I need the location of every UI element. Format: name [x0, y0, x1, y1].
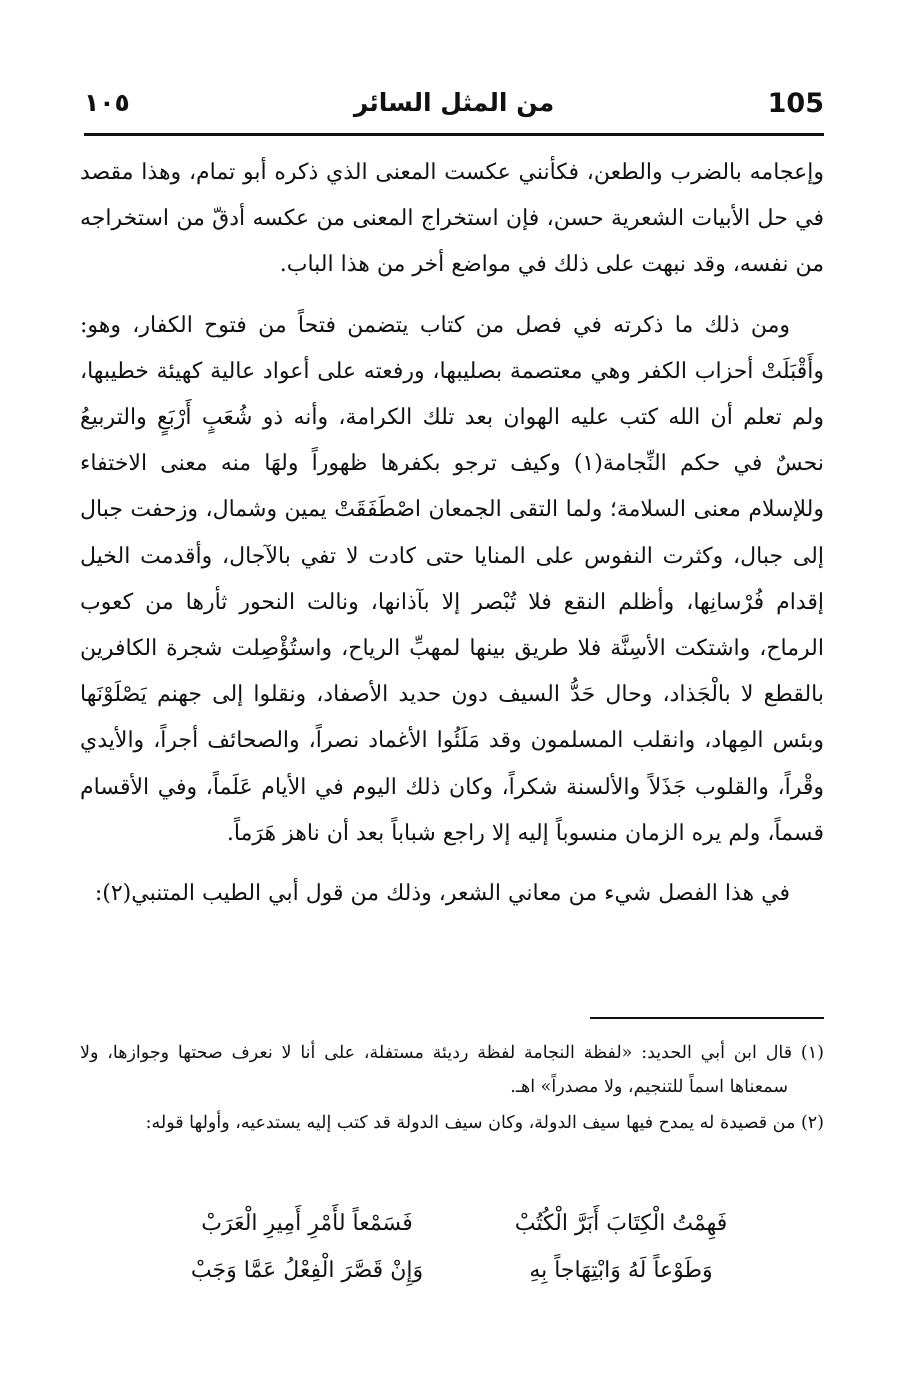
page-header: [84, 86, 824, 130]
paragraph: وإعجامه بالضرب والطعن، فكأنني عكست المعنى الذي ذكره أبو تمام، وهذا مقصد في حل الأبيات الشعرية حسن، فإن استخراج المعنى من عكسه أدقّ من استخراجه من نفسه، وقد نبهت على ذلك في مواضع أخر من هذا الباب.: [80, 160, 824, 278]
paragraph: في هذا الفصل شيء من معاني الشعر، وذلك من قول أبي الطيب المتنبي(٢):: [94, 881, 790, 907]
paragraph: ومن ذلك ما ذكرته في فصل من كتاب يتضمن فتحاً من فتوح الكفار، وهو: وأَقْبَلَتْ أحزاب الكفر وهي معتصمة بصليبها، ورفعته على أعواد عالية كهيئة خطيبها، ولم تعلم أن الله كتب عليه الهوان بعد تلك الكرامة، وأنه ذو شُعَبٍ أَرْبَعٍ والتربيعُ نحسٌ في حكم النِّجامة(١) وكيف ترجو بكفرها ظهوراً ولهَا منه معنى الاختفاء وللإسلام معنى السلامة؛ ولما التقى الجمعان اصْطَفَقَتْ يمين وشمال، وزحفت جبال إلى جبال، وكثرت النفوس على المنايا حتى كادت لا تفي بالآجال، وأقدمت الخيل إقدام فُرْسانِها، وأظلم النقع فلا تُبْصر إلا بآذانها، ونالت النحور ثأرها من كعوب الرماح، واشتكت الأسِنَّة فلا طريق بينها لمهبِّ الرياح، واستُؤْصِلت شجرة الكافرين بالقطع لا بالْجَذاد، وحال حَدُّ السيف دون حديد الأصفاد، ونقلوا إلى جهنم يَصْلَوْنَها وبئس المِهاد، وانقلب المسلمون وقد مَلَئُوا الأغماد نصراً، والصحائف أجراً، والأيدي وقْراً، والقلوب جَذَلاً والألسنة شكراً، وكان ذلك اليوم في الأيام عَلَماً، وفي الأقسام قسماً، ولم يره الزمان منسوباً إليه إلا راجع شباباً بعد أن ناهز هَرَماً.: [80, 312, 824, 846]
second-hemistich: فَسَمْعاً لأَمْرِ أَمِيرِ الْعَرَبْ: [201, 1211, 413, 1236]
verse-line: [150, 1200, 778, 1247]
second-hemistich: وَإِنْ قَصَّرَ الْفِعْلُ عَمَّا وَجَبْ: [190, 1258, 424, 1283]
first-hemistich: فَهِمْتُ الْكِتَابَ أَبَرَّ الْكُتُبْ: [514, 1211, 728, 1236]
first-hemistich: وَطَوْعاً لَهُ وَابْتِهَاجاً بِهِ: [529, 1258, 713, 1283]
running-title: من المثل السائر: [353, 88, 555, 117]
page-number-arabic: ١٠٥: [84, 88, 130, 117]
main-text: [80, 150, 824, 917]
poem-verses: [150, 1200, 778, 1294]
page-number-latin: 105: [767, 88, 824, 119]
footnote-separator: [590, 1017, 824, 1019]
footnote: (٢) من قصيدة له يمدح فيها سيف الدولة، وكان سيف الدولة قد كتب إليه يستدعيه، وأولها قوله:: [145, 1113, 824, 1133]
footnote: (١) قال ابن أبي الحديد: «لفظة النجامة لفظة رديئة مستفلة، على أنا لا نعرف صحتها وجوازها، ولا سمعناها اسماً للتنجيم، ولا مصدراً» اهـ.: [80, 1043, 824, 1097]
verse-line: [150, 1247, 778, 1294]
header-rule: [84, 133, 824, 136]
footnotes: [80, 1036, 824, 1140]
